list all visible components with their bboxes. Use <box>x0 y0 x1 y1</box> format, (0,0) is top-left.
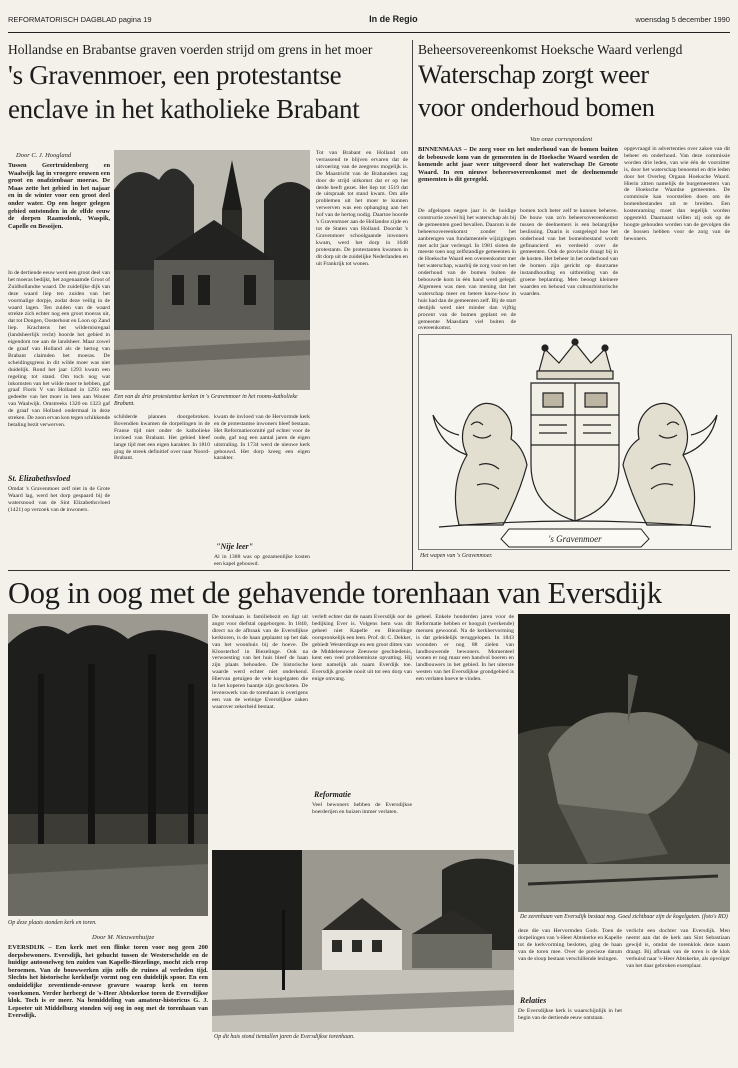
column-divider <box>412 40 413 570</box>
header-left: REFORMATORISCH DAGBLAD pagina 19 <box>8 14 152 24</box>
article2-headline-line1: Waterschap zorgt weer <box>418 60 649 89</box>
weathervane-photo-caption: De zerenhaan van Eversdijk bestaat nog. Goed zichtbaar zijn de kogelgaten. (foto's RD) <box>520 914 728 920</box>
article3-column-5: deze die van Hervormden Gods. Toen de dorpelingen van 's-Heer Abtskerke en Kapelle tot de kerkvorming besloten, ging de haan van de toren mee. Over de precieze datum van de sloop bestaan verschillende lezingen. <box>518 928 622 962</box>
article2-lead: BINNENMAAS – De zorg voor en het onderhoud van de bomen buiten de bebouwde kom van de gemeenten in de Hoeksche Waard worden de komende acht jaar weer uitgevoerd door het waterschap De Groote Waard. In een nieuwe beheersovereenkomst met de deelnemende gemeenten is dit geregeld. <box>418 146 618 184</box>
article3-subhead-2: Relaties <box>520 996 547 1005</box>
house-photo-caption: Op dit huis stond tientallen jaren de Eversdijkse torenhaan. <box>214 1034 355 1040</box>
article3-byline: Door M. Nieuwenhuijze <box>92 934 155 941</box>
article1-column-3: schilderde plannen doorgebroken. Bovendien kwamen de dorpelingen in de Franse tijd niet onder de katholieke invloed van Brabant. Het gebied bleef lange tijd met een eigen karakter. In 1810 ging de streek definitief over naar Noord-Brabant. <box>114 414 210 462</box>
house-illustration <box>212 850 514 1032</box>
church-photo-caption: Een van de drie protestantse kerken in 's Gravenmoer in het rooms-katholieke Brabant. <box>114 394 298 407</box>
article3-column-3: verleft echter dat de naam Eversdijk oor de bedijking Ever is. Volgens hem was dit geheel niet Kapelle en Biezelinge oorspronkelijk een leen. Prof. dr. C. Dekker, gebiedt Westerdinge en een groot ditten van de Middeleeuwse Zeeuwse geschiedenis, kent een veel probleemloze opvatting. Hij kent namelijk als naam Everdijk toe. Eversdijk groeide nooit uit tot een dorp van enige omvang. <box>312 614 412 683</box>
article2-column-2: bomen toch beter zelf te kunnen beheren. De bouw van zo'n beheersovereenkomst tussen de deelnemers is een belangrijke beslissing. Daarin is vastgelegd hoe het onderhoud van het bomenbestand wordt gefinancierd en verdeeld over de gemeenten. Ook de provincie draagt bij in de kosten. Het beheer in het onderhoud van de bomen zijn gericht op duurzame instandhouding en uitbreiding van de groene beplanting. Men beoogt kleinere waarden en behoud van cultuurhistorische waarden. <box>520 208 618 297</box>
church-illustration <box>114 150 310 390</box>
article1-column-2: Tot van Brabant en Holland om verrassend te blijven ervaren dat de uitvoering van de zeegrens mogelijk is. De Maastricht van de Brabanders zag door de strijd uitkomst dat er op het derde heeft gezet. Het liep tot 1519 dat de uitspraak tot stand kwam. Om alle problemen uit het moer te kunnen verwerven was een ophanging aan het hof van de hertog nodig. Daartoe hoorde 's Gravenmoer aan de Hollandse zijde en tot de Staten van Holland. Doordat 's Gravenmoer schoolgaande inwoners kwam, werd het dorp in 1648 protestants. De protestanten kwamen in dit dorp uit de zuidelijke Nederlanden en uit Frankrijk tot wonen. <box>316 150 408 267</box>
article3-column-5-end: De Eversdijkse kerk is waarschijnlijk in het begin van de dertiende eeuw ontstaan. <box>518 1008 622 1021</box>
header-section: In de Regio <box>369 14 418 24</box>
article3-column-4: geheel. Enkele honderden jaren voor de Reformatie hebben er hooguit (werkende) mensen gewoond. Na de kerkhervorming is dat geleidelijk teruggelopen. In 1843 woonden er nog 88 zielen van landbouwende bewoners. Momenteel wonen er nog maar een handvol boeren en landbouwers in het gebied. In het uiterste westen van het Eversdijkse grondgebied is een verlaten hoeve te vinden. <box>416 614 514 683</box>
article2-headline-line2: voor onderhoud bomen <box>418 93 655 122</box>
article1-subhead: St. Elizabethsvloed <box>8 474 71 483</box>
church-photo <box>114 150 310 390</box>
article3-column-2: De torenhaan is familiebezit en ligt uit angst voor diefstal opgeborgen. In 1840, direct na de afbraak van de Eversdijkse kerktoren, is de haan geplaatst op het dak van het woonhuis bij de hoeve. De Kloosterhof in Biezelinge. Ook na verwoesting van het huis bleef de haan zijn plaats behouden. De historische waarde werd echter niet onderkend. Hiervan getuigen de vele kogelgaten die in het koperen haantje zijn geschoten. De levenswerk van de torenhaan is overigens een van de weinige Eversdijkse zaken waarover zekerheid bestaat. <box>212 614 308 710</box>
weathervane-illustration <box>518 614 730 912</box>
header-date: woensdag 5 december 1990 <box>635 14 730 24</box>
article2-kicker: Beheersovereenkomst Hoeksche Waard verlengd <box>418 42 683 57</box>
article3-subhead: Reformatie <box>314 790 351 799</box>
coat-of-arms <box>418 334 732 550</box>
article1-column-1-end: Omdat 's Gravenmoer zelf niet in de Grote Waard lag, werd het dorp gespaard bij de watersnood van de Sint Elizabethsvloed (1421) op verzoek van de inwoners. <box>8 486 110 513</box>
article2-column-3: opgevraagd in advertenties over zaken van dit beheer en onderhoud. Van deze commissie worden drie leden, van wie één de voorzitter is, door het waterschap benoemd en drie leden door het Overleg Orgaan Hoeksche Waard. Hierin zitten namelijk de burgemeesters van de Hoeksche Waardse gemeenten. De commissie kan voorstellen doen om de bomenbestanden uit te breiden. Een kostenraming moet dan tegelijk worden opgesteld. Daarnaast willen zij ook op de hoogte gehouden worden van de gevolgen die de bossen hebben voor de zorg van de bewoners. <box>624 146 730 242</box>
article3-headline: Oog in oog met de gehavende torenhaan van Eversdijk <box>8 576 662 610</box>
field-photo-caption: Op deze plaats stonden kerk en toren. <box>8 920 97 926</box>
article1-column-4-end: Al in 1388 was op gezamenlijke kosten een kapel gebouwd. <box>214 554 310 567</box>
article1-kicker: Hollandse en Brabantse graven voerden strijd om grens in het moer <box>8 42 373 57</box>
weathervane-photo <box>518 614 730 912</box>
article3-column-3-end: Veel bewoners hebben de Eversdijkse boerderijen en huizen immer verlaten. <box>312 802 412 815</box>
article2-byline: Van onze correspondent <box>530 136 593 143</box>
crest-scroll-text: 's Gravenmoer <box>548 534 602 544</box>
article1-subhead-2: "Nije leer" <box>216 542 254 551</box>
article3-column-6: verlicht een dochter van Eversdijk. Men neemt aan dat de kerk aan Sint Sebastiaan gewijd is, omdat de torenklok deze naam draagt. Bij afbraak van de toren is de klok verhuisd naar 's-Heer Abtskerke, als opvolger van het daar gebroken exemplaar. <box>626 928 730 969</box>
house-photo <box>212 850 514 1032</box>
crest-caption: Het wapen van 's Gravenmoer. <box>420 553 493 559</box>
article1-byline: Door C. J. Hoogland <box>16 152 72 159</box>
article1-headline-line1: 's Gravenmoer, een protestantse <box>8 60 342 90</box>
field-illustration <box>8 614 208 916</box>
lion-crest-illustration <box>419 335 731 549</box>
article2-column-1: De afgelopen negen jaar is de huidige constructie zowel bij het waterschap als bij de gemeenten goed bevallen. Daarom is de beheersovereenkomst zonder het aanbrengen van fundamentele wijzigingen met acht jaar verlengd. In 1981 sloten de meeste toen nog zelfstandige gemeenten in de Hoeksche Waard een overeenkomst met het waterschap, waarbij de zorg voor en het onderhoud van de bomen buiten de bebouwde kom in één hand werd gelegd. Algemeen was men van mening dat het waterschap meer en betere know-how in huis had dan de gemeenten zelf. Bij de start destijds werd niet minder dan vijftig procent van de bomen geplant en de gemeente Maasdam viel buiten de overeenkomst. <box>418 208 516 332</box>
section-divider <box>8 570 730 571</box>
article1-column-1: In de dertiende eeuw werd een groot deel van het moeras bedijkt, het zogenaamde Groot of Zuidhollandse waard. De zuidelijke dijk van deze waard liep ten zuiden van het voormalige dorpje, zodat deze veilig in de waard lagen. Ten zuiden van de waard strekte zich echter nog een groot moeras uit, dat tot Dongen, Oosterhout en Loon op Zand liep. Krachtens het wildernisregaal (landsheerlijk recht) hoorde het gebied in eigendom toe aan de landsheer. Maar zowel de graaf van Holland als de hertog van Brabant claimden het moeras. De scheidingsgrens in dit wilde moer was niet duidelijk. Rond het jaar 1293 kwam een regeling tot stand. Om toch nog wat inkomsten van het wilde moer te hebben, gaf graaf Floris V van Holland in 1293 een gedeelte van het moer in leen aan Wouter van Waalwijk. Omstreeks 1320 en 1323 gaf de graaf van Holland ondermaal in deze streken. De zoon ervan kon tegen schikkende betaling bezit verwerven. <box>8 270 110 428</box>
article1-column-4: kwam de invloed van de Hervormde kerk en de protestantse inwoners bleef bestaan. Het Reformatiecomité gaf echter voor de oude, gaf nog een aantal jaren de eigen uitstraling. In 1734 werd de nieuwe kerk gebouwd. Het dorp kreeg een eigen karakter. <box>214 414 310 462</box>
page-header <box>8 6 730 33</box>
field-photo <box>8 614 208 916</box>
article1-lead: Tussen Geertruidenberg en Waalwijk lag in vroegere eeuwen een groot en onafzienbaar moeras. De Maas zette het gebied in het najaar en in de winter voor een groot deel onder water. Op een hoger gelegen gebied ontstonden in de elfde eeuw de dorpen Raamsdonk, Waspik, Capelle en Besoijen. <box>8 162 110 230</box>
article1-headline-line2: enclave in het katholieke Brabant <box>8 94 360 124</box>
article3-lead: EVERSDIJK – Een kerk met een flinke toren voor nog geen 200 dorpsbewoners. Eversdijk, het gehucht tussen de Westerschelde en de huidige autosnelweg ten zuiden van Kapelle-Biezelinge, mocht zich erop beroemen. Van de bouwwerken zijn zelfs de ruines al verleden tijd. Slechts het historische kerkhofje vormt nog een duidelijk spoor. En een onduidelijke zeventiende-eeuwse gravure waarop kerk en toren voorkomen. Verder herbergt de 's-Heer Abtskerkse toren de Eversdijkse klok. Toch is er meer. Na bemiddeling van amateur-historicus G. J. Lepoeter uit Middelburg stonden wij oog in oog met de torenhaan van Eversdijk. <box>8 944 208 1020</box>
